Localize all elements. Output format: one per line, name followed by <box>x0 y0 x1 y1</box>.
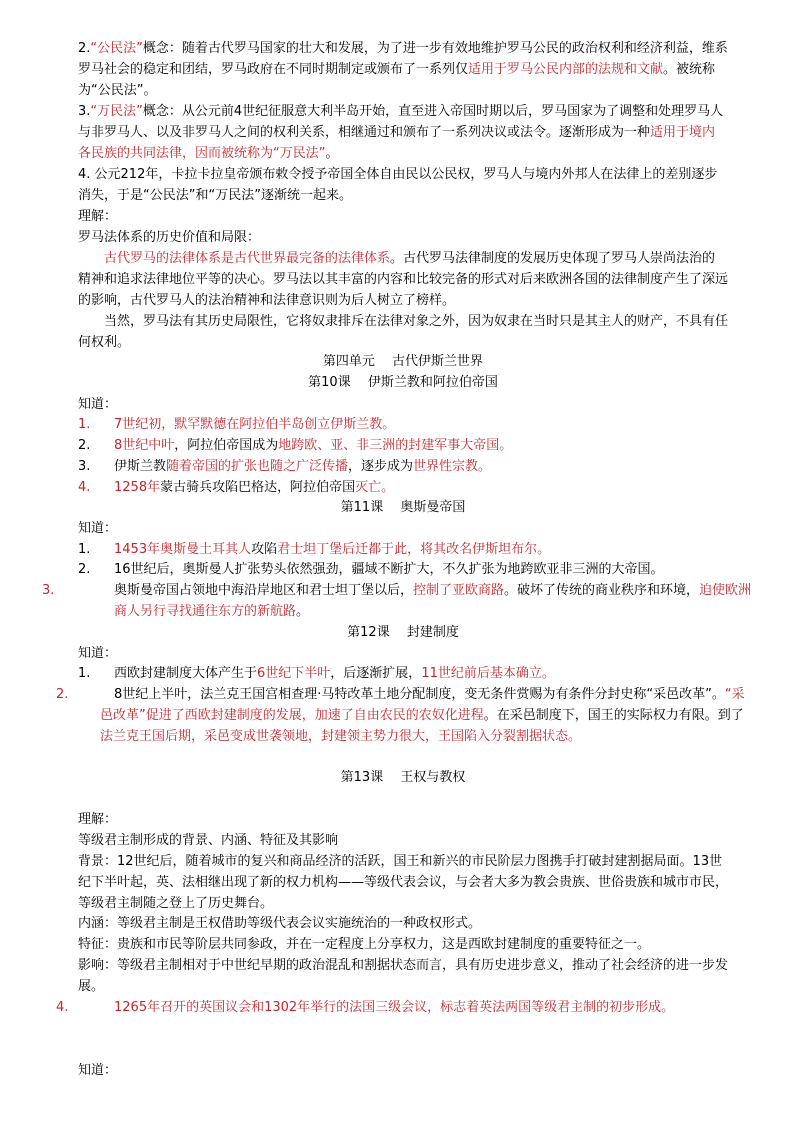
list-item: 2. 8世纪上半叶，法兰克王国宫相查理·马特改革土地分配制度，变无条件赏赐为有条件分封史称“采邑改革”。“采邑改革”促进了西欧封建制度的发展，加速了自由农民的农奴化进程。在采邑制度下，国王的实际权力有限。到了法兰克王国后期，采邑变成世袭领地，封建领主势力很大，王国陷入分裂割据状态。 <box>56 687 745 744</box>
list-item: 3. 奥斯曼帝国占领地中海沿岸地区和君士坦丁堡以后，控制了亚欧商路。破坏了传统的商业秩序和环境，迫使欧洲商人另行寻找通往东方的新航路。 <box>42 583 752 619</box>
para-roman-law-limit: 当然，罗马法有其历史局限性，它将奴隶排斥在法律对象之外，因为奴隶在当时只是其主人的财产，不具有任何权利。 <box>78 314 729 350</box>
heading-estates-monarchy: 等级君主制形成的背景、内涵、特征及其影响 <box>78 833 339 848</box>
lesson-11-title: 第11课 奥斯曼帝国 <box>340 500 466 515</box>
para-background: 背景：12世纪后，随着城市的复兴和商品经济的活跃，国王和新兴的市民阶层力图携手打破封建割据局面。13世纪下半叶起，英、法相继出现了新的权力机构——等级代表会议，与会者大多为教会贵族、世俗贵族和城市市民，等级君主制随之登上了历史舞台。 <box>78 854 729 911</box>
list-item: 3. 伊斯兰教随着帝国的扩张也随之广泛传播，逐步成为世界性宗教。 <box>78 459 492 474</box>
list-item: 1. 西欧封建制度大体产生于6世纪下半叶，后逐渐扩展，11世纪前后基本确立。 <box>78 666 555 681</box>
label-understand: 理解： <box>78 812 118 827</box>
para-roman-law-value: 古代罗马的法律体系是古代世界最完备的法律体系。古代罗马法律制度的发展历史体现了罗马人崇尚法治的精神和追求法律地位平等的决心。罗马法以其丰富的内容和比较完备的形式对后来欧洲各国的法律制度产生了深远的影响，古代罗马人的法治精神和法律意识则为后人树立了榜样。 <box>78 251 729 308</box>
label-know: 知道： <box>78 521 118 536</box>
list-item: 4. 1258年蒙古骑兵攻陷巴格达，阿拉伯帝国灭亡。 <box>78 480 395 495</box>
list-item: 2. 16世纪后，奥斯曼人扩张势头依然强劲，疆域不断扩大，不久扩张为地跨欧亚非三洲的大帝国。 <box>78 562 664 577</box>
list-item: 1. 7世纪初，默罕默德在阿拉伯半岛创立伊斯兰教。 <box>78 417 396 432</box>
para-law-of-nations: 3.“万民法”概念：从公元前4世纪征服意大利半岛开始，直至进入帝国时期以后，罗马国家为了调整和处理罗马人与非罗马人、以及非罗马人之间的权利关系，相继通过和颁布了一系列决议或法令。逐渐形成为一种适用于境内各民族的共同法律，因而被统称为“万民法”。 <box>78 104 724 161</box>
para-impact: 影响：等级君主制相对于中世纪早期的政治混乱和割据状态而言，具有历史进步意义，推动了社会经济的进一步发展。 <box>78 958 729 994</box>
lesson-12-title: 第12课 封建制度 <box>347 625 459 640</box>
label-know: 知道： <box>78 397 118 412</box>
lesson-13-title: 第13课 王权与教权 <box>340 770 466 785</box>
unit-title: 第四单元 古代伊斯兰世界 <box>322 354 484 369</box>
list-item: 1. 1453年奥斯曼土耳其人攻陷君士坦丁堡后迁都于此，将其改名伊斯坦布尔。 <box>78 542 551 557</box>
para-connotation: 内涵：等级君主制是王权借助等级代表会议实施统治的一种政权形式。 <box>78 916 482 931</box>
label-know: 知道： <box>78 1063 118 1078</box>
label-know: 知道： <box>78 646 118 661</box>
para-feature: 特征：贵族和市民等阶层共同参政，并在一定程度上分享权力，这是西欧封建制度的重要特征之一。 <box>78 937 651 952</box>
list-item: 4. 1265年召开的英国议会和1302年举行的法国三级会议，标志着英法两国等级君主制的初步形成。 <box>56 1000 675 1015</box>
para-caracalla: 4. 公元212年，卡拉卡拉皇帝颁布敕令授予帝国全体自由民以公民权，罗马人与境内外邦人在法律上的差别逐步消失，于是“公民法”和“万民法”逐渐统一起来。 <box>78 167 718 203</box>
label-understand: 理解： <box>78 209 118 224</box>
heading-roman-law-value: 罗马法体系的历史价值和局限： <box>78 230 261 245</box>
para-civil-law: 2.“公民法”概念：随着古代罗马国家的壮大和发展，为了进一步有效地维护罗马公民的政治权利和经济利益，维系罗马社会的稳定和团结，罗马政府在不同时期制定或颁布了一系列仅适用于罗马公民内部的法规和文献。被统称为“公民法”。 <box>78 41 728 98</box>
lesson-10-title: 第10课 伊斯兰教和阿拉伯帝国 <box>308 375 498 390</box>
list-item: 2. 8世纪中叶，阿拉伯帝国成为地跨欧、亚、非三洲的封建军事大帝国。 <box>78 438 513 453</box>
